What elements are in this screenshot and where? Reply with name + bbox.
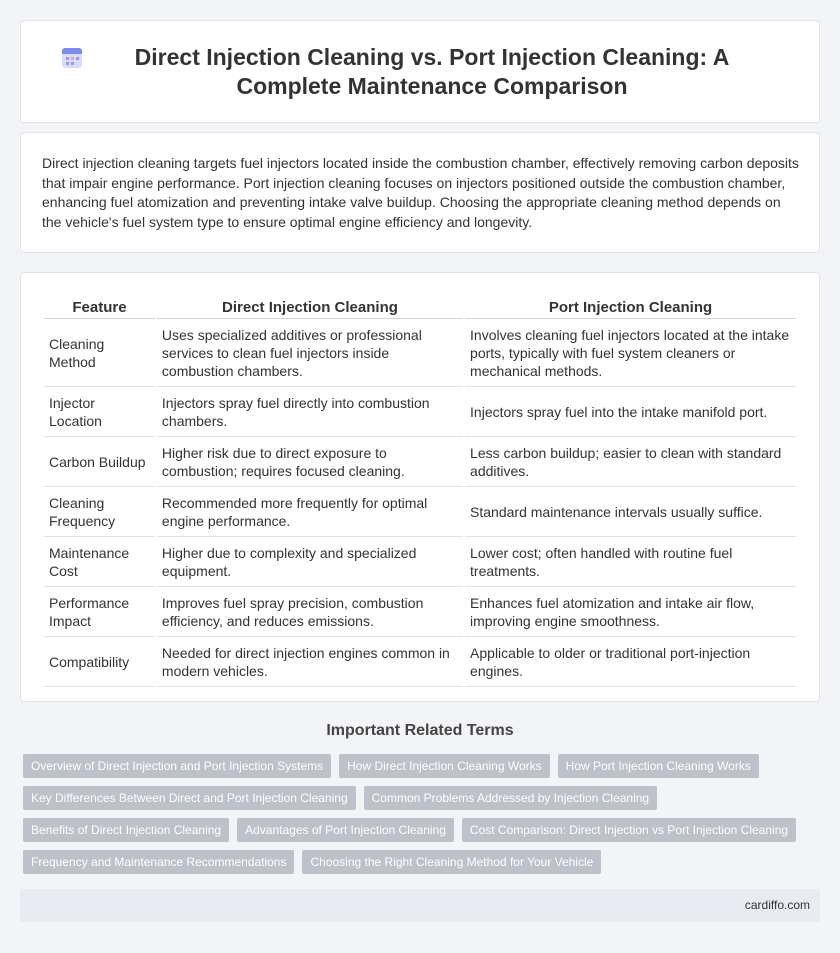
cell-direct: Higher risk due to direct exposure to combustion; requires focused cleaning. xyxy=(157,437,463,487)
related-term-chip[interactable]: Choosing the Right Cleaning Method for Your Vehicle xyxy=(302,850,601,874)
table-header-row xyxy=(44,295,796,319)
comparison-table xyxy=(42,295,798,687)
header-direct: Direct Injection Cleaning xyxy=(157,295,463,319)
related-term-chip[interactable]: Common Problems Addressed by Injection Cleaning xyxy=(364,786,657,810)
cell-port: Injectors spray fuel into the intake manifold port. xyxy=(465,387,796,437)
footer-site-link[interactable]: cardiffo.com xyxy=(744,898,810,912)
related-terms-title: Important Related Terms xyxy=(326,722,514,739)
header-port: Port Injection Cleaning xyxy=(465,295,796,319)
table-row xyxy=(44,387,796,437)
cell-feature: Cleaning Method xyxy=(44,319,155,387)
cell-port: Less carbon buildup; easier to clean with standard additives. xyxy=(465,437,796,487)
cell-direct: Needed for direct injection engines common in modern vehicles. xyxy=(157,637,463,687)
table-row xyxy=(44,537,796,587)
cell-feature: Performance Impact xyxy=(44,587,155,637)
table-row xyxy=(44,487,796,537)
related-term-chip[interactable]: Overview of Direct Injection and Port Injection Systems xyxy=(23,754,331,778)
cell-feature: Compatibility xyxy=(44,637,155,687)
related-terms-list xyxy=(23,754,803,882)
cell-direct: Recommended more frequently for optimal engine performance. xyxy=(157,487,463,537)
related-term-chip[interactable]: How Direct Injection Cleaning Works xyxy=(339,754,550,778)
cell-port: Involves cleaning fuel injectors located at the intake ports, typically with fuel system cleaners or mechanical methods. xyxy=(465,319,796,387)
header-card xyxy=(20,20,820,123)
related-term-chip[interactable]: Cost Comparison: Direct Injection vs Port Injection Cleaning xyxy=(462,818,796,842)
intro-paragraph: Direct injection cleaning targets fuel injectors located inside the combustion chamber, effectively removing carbon deposits that impair engine performance. Port injection cleaning focuses on injectors positioned outside the combustion chamber, enhancing fuel atomization and preventing intake valve buildup. Choosing the appropriate cleaning method depends on the vehicle's fuel system type to ensure optimal engine efficiency and longevity. xyxy=(42,155,799,230)
cell-direct: Higher due to complexity and specialized equipment. xyxy=(157,537,463,587)
table-row xyxy=(44,437,796,487)
table-row xyxy=(44,587,796,637)
cell-port: Standard maintenance intervals usually suffice. xyxy=(465,487,796,537)
cell-port: Lower cost; often handled with routine fuel treatments. xyxy=(465,537,796,587)
cell-port: Enhances fuel atomization and intake air flow, improving engine smoothness. xyxy=(465,587,796,637)
header-feature: Feature xyxy=(44,295,155,319)
cell-direct: Uses specialized additives or professional services to clean fuel injectors inside combustion chambers. xyxy=(157,319,463,387)
cell-feature: Injector Location xyxy=(44,387,155,437)
table-row xyxy=(44,319,796,387)
page-title: Direct Injection Cleaning vs. Port Injection Cleaning: A Complete Maintenance Comparison xyxy=(134,44,730,99)
cell-feature: Carbon Buildup xyxy=(44,437,155,487)
cell-direct: Injectors spray fuel directly into combustion chambers. xyxy=(157,387,463,437)
cell-port: Applicable to older or traditional port-injection engines. xyxy=(465,637,796,687)
related-term-chip[interactable]: Frequency and Maintenance Recommendations xyxy=(23,850,294,874)
related-term-chip[interactable]: Key Differences Between Direct and Port Injection Cleaning xyxy=(23,786,356,810)
intro-card xyxy=(20,132,820,253)
cell-feature: Cleaning Frequency xyxy=(44,487,155,537)
cell-direct: Improves fuel spray precision, combustion efficiency, and reduces emissions. xyxy=(157,587,463,637)
related-term-chip[interactable]: Benefits of Direct Injection Cleaning xyxy=(23,818,229,842)
related-term-chip[interactable]: Advantages of Port Injection Cleaning xyxy=(237,818,454,842)
cell-feature: Maintenance Cost xyxy=(44,537,155,587)
footer xyxy=(20,889,820,922)
comparison-card xyxy=(20,272,820,702)
related-term-chip[interactable]: How Port Injection Cleaning Works xyxy=(558,754,759,778)
table-row xyxy=(44,637,796,687)
